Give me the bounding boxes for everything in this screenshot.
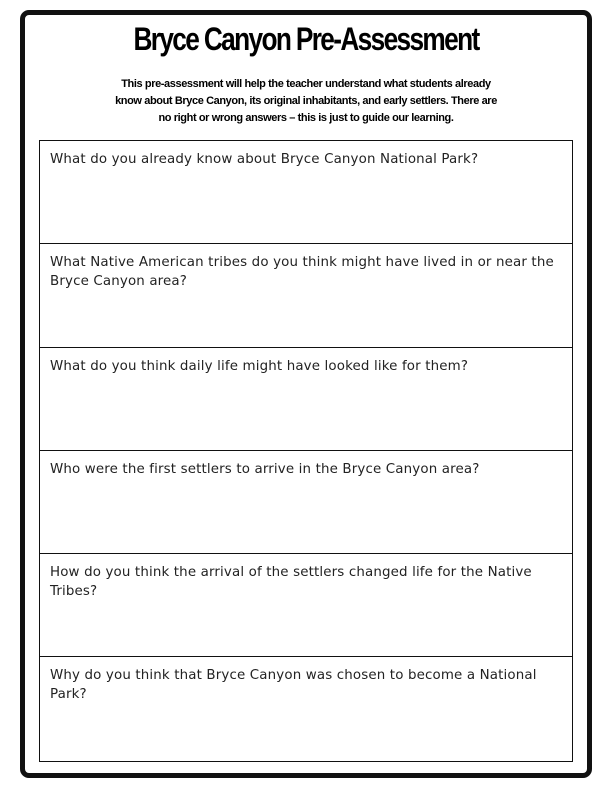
intro-text: This pre-assessment will help the teacher understand what students already know about Bryce Canyon, its original inhabitants, and early settlers. There are no right or wrong answers – this is just to guide our learning.: [115, 78, 497, 124]
question-text: Why do you think that Bryce Canyon was chosen to become a National Park?: [50, 668, 537, 703]
question-box-4[interactable]: [40, 451, 572, 554]
question-text: How do you think the arrival of the settlers changed life for the Native Tribes?: [50, 565, 532, 600]
question-box-3[interactable]: [40, 348, 572, 451]
question-text: What do you already know about Bryce Canyon National Park?: [50, 152, 479, 167]
question-text: Who were the first settlers to arrive in the Bryce Canyon area?: [50, 461, 480, 477]
question-table: [39, 140, 573, 762]
page-title: Bryce Canyon Pre-Assessment: [133, 21, 479, 57]
question-box-6[interactable]: [40, 657, 572, 760]
question-text: What Native American tribes do you think might have lived in or near the Bryce Canyon area?: [50, 255, 554, 290]
question-box-5[interactable]: [40, 554, 572, 657]
page-border: [20, 10, 592, 778]
question-box-1[interactable]: [40, 141, 572, 244]
question-text: What do you think daily life might have looked like for them?: [50, 358, 469, 374]
question-box-2[interactable]: [40, 244, 572, 347]
